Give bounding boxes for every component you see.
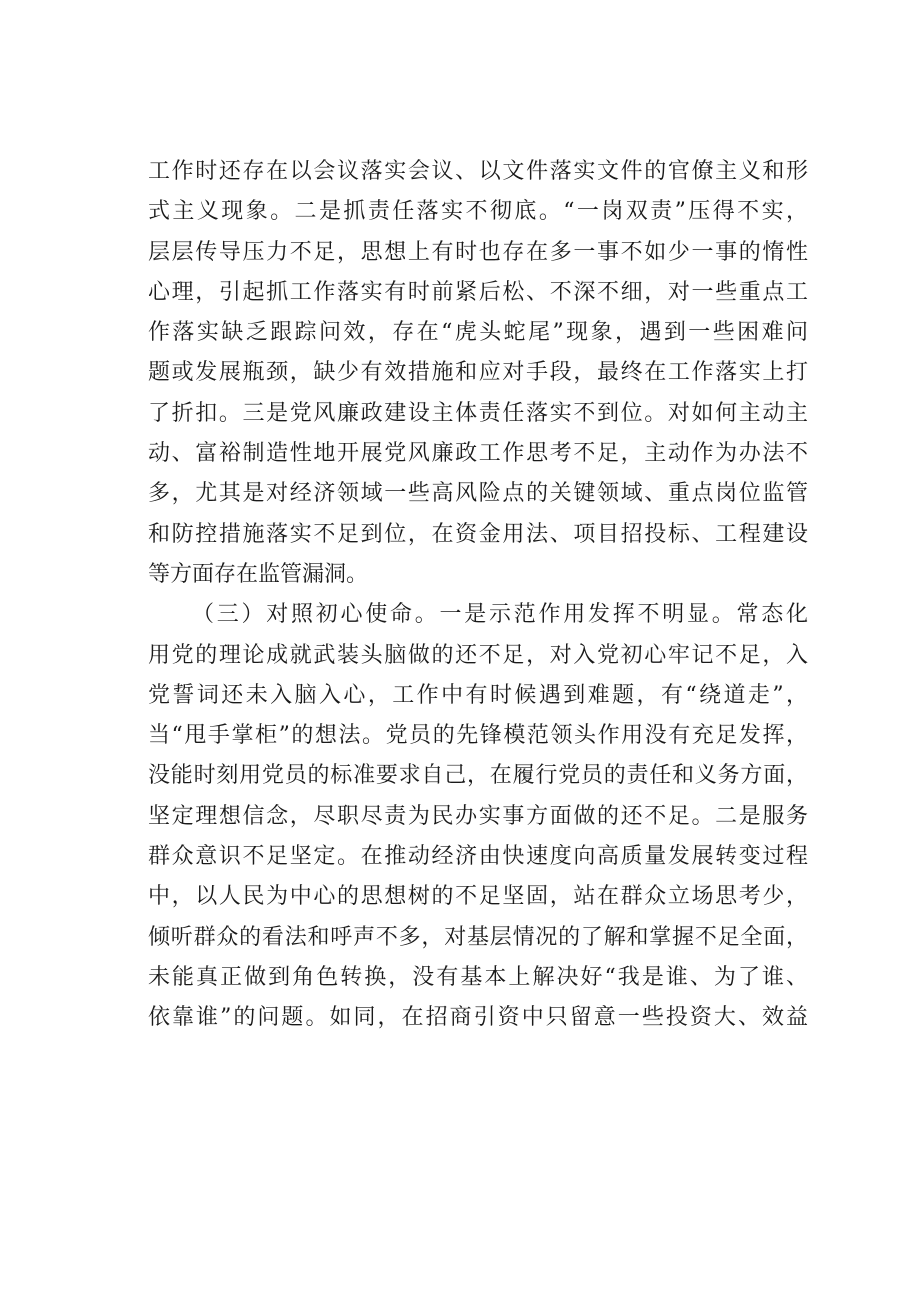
text-line: 未能真正做到角色转换，没有基本上解决好“我是谁、为了谁、: [148, 964, 808, 990]
text-line: 多，尤其是对经济领域一些高风险点的关键领域、重点岗位监管: [148, 481, 808, 507]
text-line: 群众意识不足坚定。在推动经济由快速度向高质量发展转变过程: [148, 844, 808, 870]
text-line: 作落实缺乏跟踪问效，存在“虎头蛇尾”现象，遇到一些困难问: [148, 320, 808, 346]
text-line: 了折扣。三是党风廉政建设主体责任落实不到位。对如何主动主: [148, 400, 808, 426]
text-line: 层层传导压力不足，思想上有时也存在多一事不如少一事的惰性: [148, 239, 808, 265]
text-line: 等方面存在监管漏洞。: [148, 561, 369, 587]
text-line: 党誓词还未入脑入心，工作中有时候遇到难题，有“绕道走”，: [148, 682, 808, 708]
text-line: 当“甩手掌柜”的想法。党员的先锋模范领头作用没有充足发挥，: [148, 723, 808, 749]
text-line: 心理，引起抓工作落实有时前紧后松、不深不细，对一些重点工: [148, 279, 808, 305]
text-line: 动、富裕制造性地开展党风廉政工作思考不足，主动作为办法不: [148, 441, 808, 467]
text-line: 坚定理想信念，尽职尽责为民办实事方面做的还不足。二是服务: [148, 803, 808, 829]
document-body: [148, 152, 808, 1039]
text-line: 题或发展瓶颈，缺少有效措施和应对手段，最终在工作落实上打: [148, 360, 808, 386]
paragraph-1: [148, 152, 808, 595]
text-line: 和防控措施落实不足到位，在资金用法、项目招投标、工程建设: [148, 521, 808, 547]
text-line: 工作时还存在以会议落实会议、以文件落实文件的官僚主义和形: [148, 159, 808, 184]
text-line: 依靠谁”的问题。如同，在招商引资中只留意一些投资大、效益: [148, 1005, 808, 1031]
text-line: 中，以人民为中心的思想树的不足坚固，站在群众立场思考少，: [148, 884, 808, 910]
text-line: 式主义现象。二是抓责任落实不彻底。“一岗双责”压得不实，: [148, 199, 808, 225]
text-line: 倾听群众的看法和呼声不多，对基层情况的了解和掌握不足全面，: [148, 924, 808, 950]
text-line: 用党的理论成就武装头脑做的还不足，对入党初心牢记不足，入: [148, 642, 808, 668]
text-line: 没能时刻用党员的标准要求自己，在履行党员的责任和义务方面，: [148, 763, 808, 789]
text-line: （三）对照初心使命。一是示范作用发挥不明显。常态化: [192, 602, 808, 628]
paragraph-2: [148, 595, 808, 1038]
